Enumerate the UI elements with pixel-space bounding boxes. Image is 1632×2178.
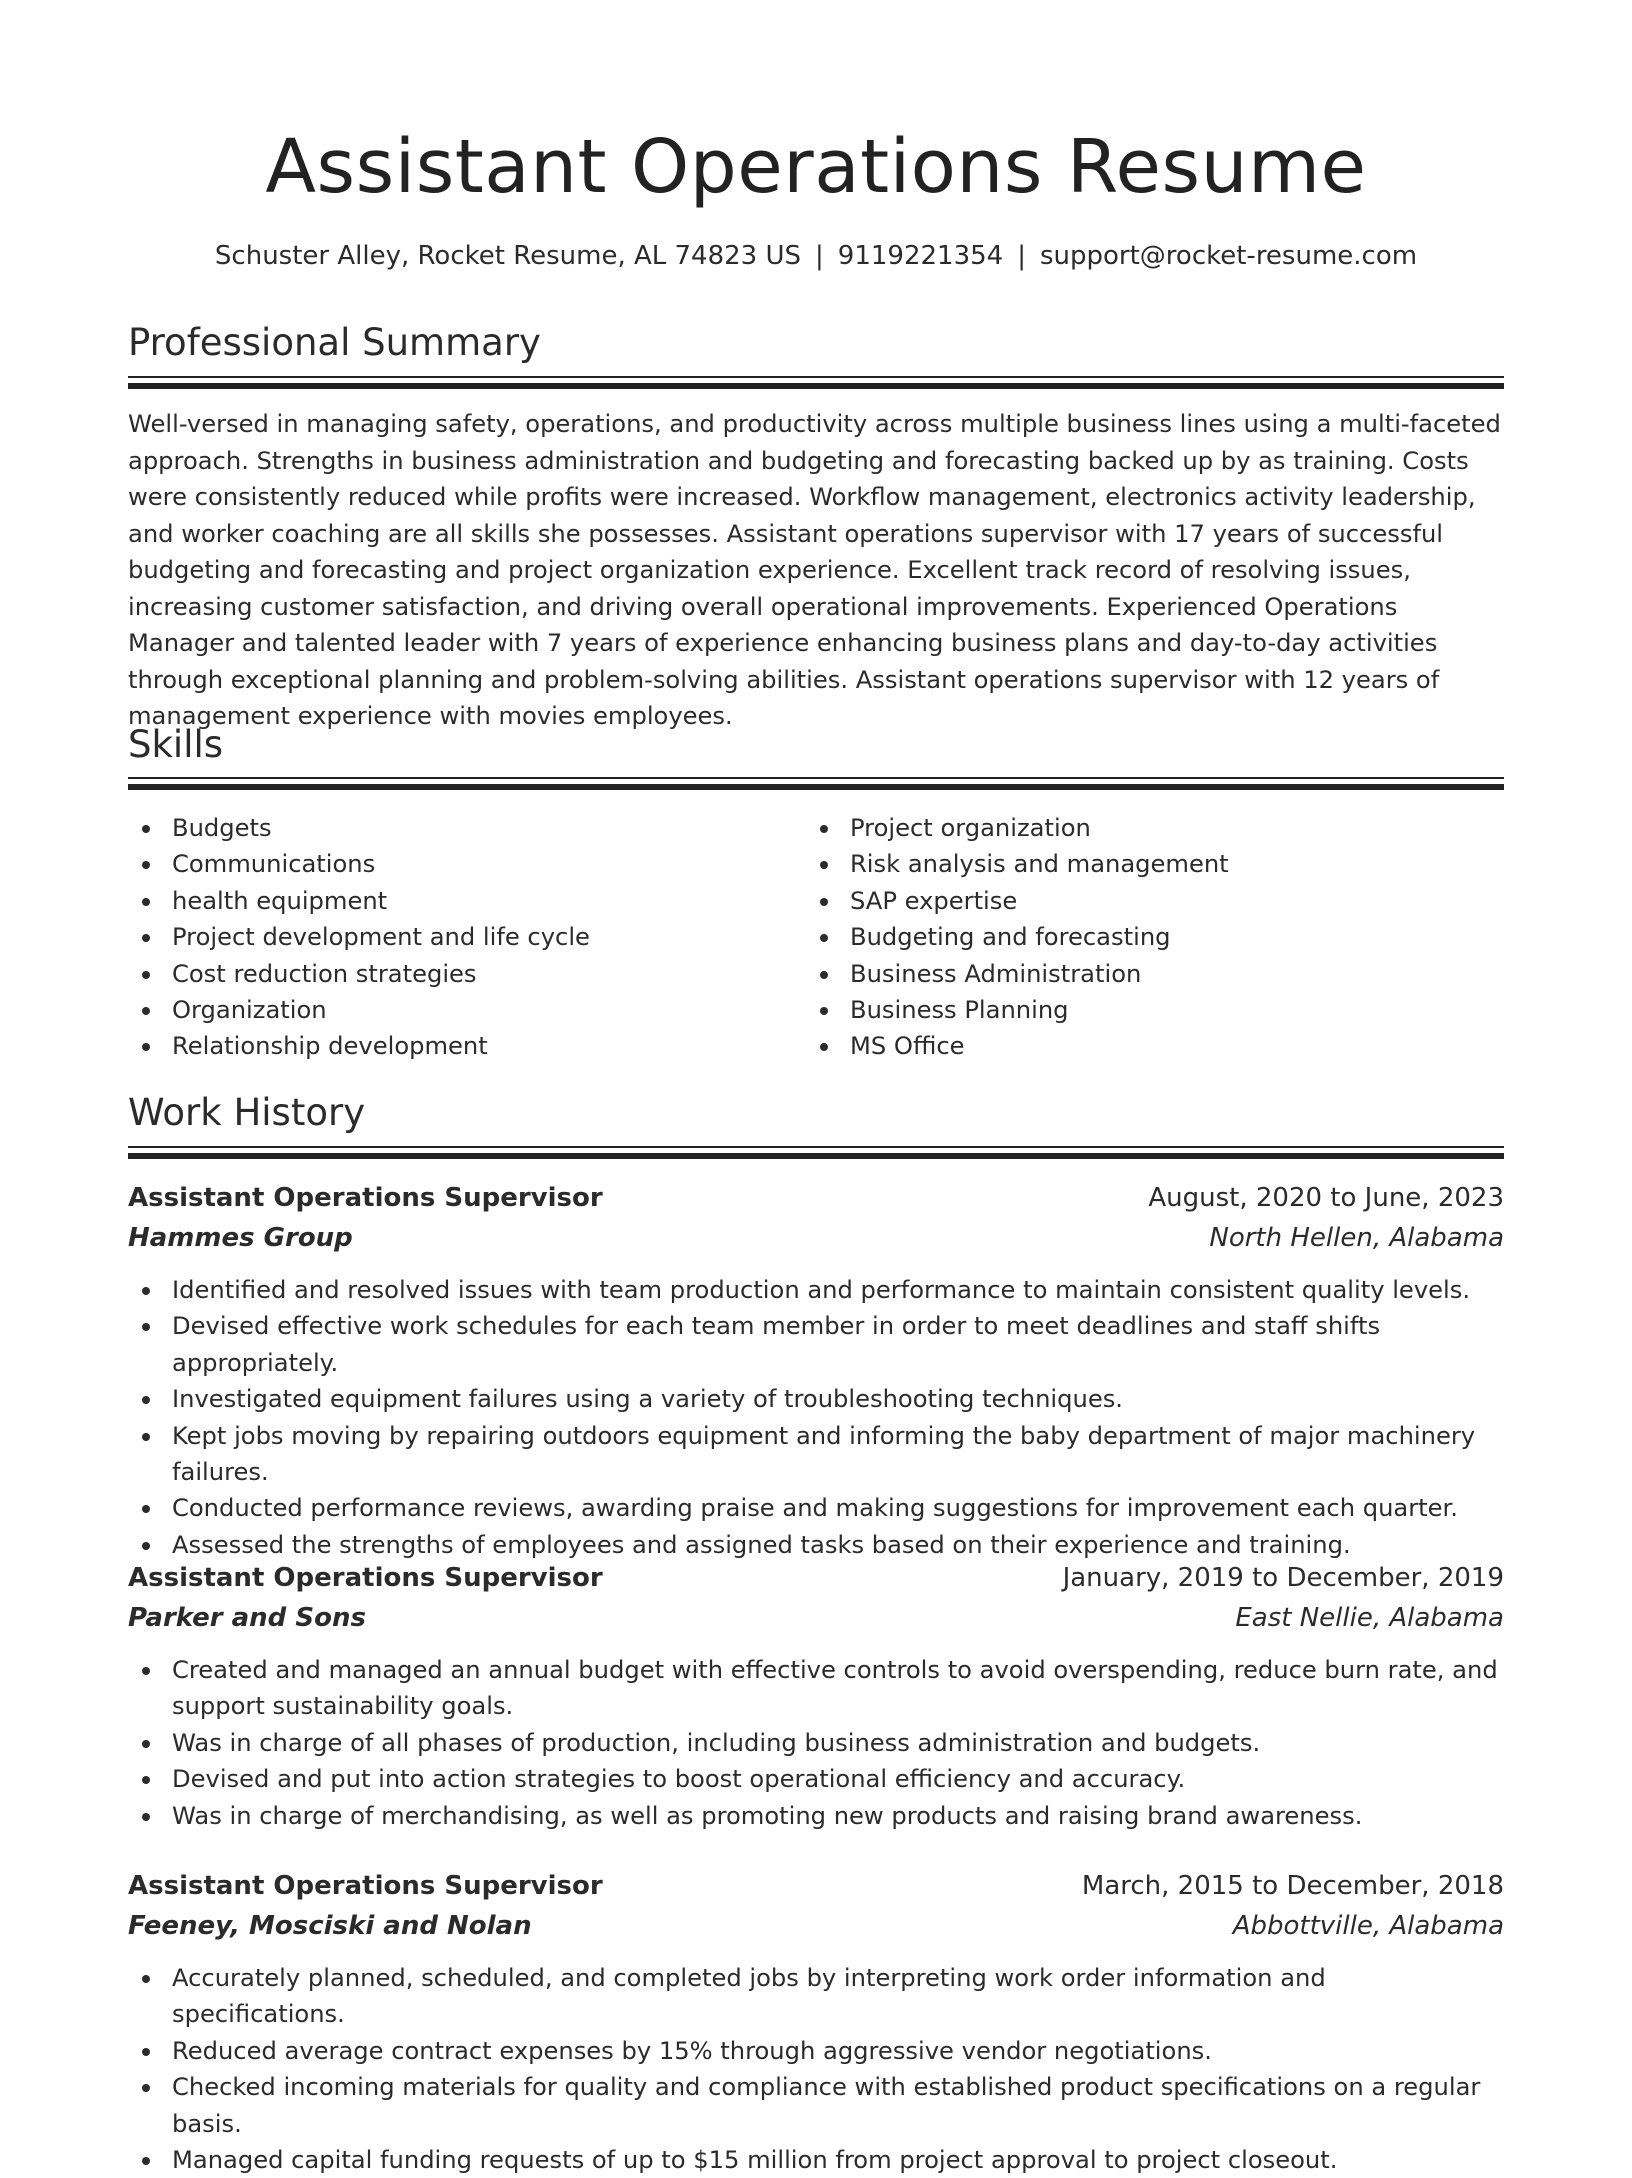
section-heading-work-history: Work History	[128, 1091, 366, 1134]
job-location: North Hellen, Alabama	[1209, 1223, 1504, 1253]
job-header-row	[128, 1868, 1504, 1908]
contact-phone: 9119221354	[837, 241, 1004, 271]
contact-line	[128, 238, 1504, 274]
job-location: East Nellie, Alabama	[1235, 1603, 1504, 1633]
summary-text: Well-versed in managing safety, operations, and productivity across multiple business lines using a multi-faceted approach. Strengths in business administration and budgeting and forecasting backed up by as training. Costs were consistently reduced while profits were increased. Workflow management, electronics activity leadership, and worker coaching are all skills she possesses. Assistant operations supervisor with 17 years of successful budgeting and forecasting and project organization experience. Excellent track record of resolving issues, increasing customer satisfaction, and driving overall operational improvements. Experienced Operations Manager and talented leader with 7 years of experience enhancing business plans and day-to-day activities through exceptional planning and problem-solving abilities. Assistant operations supervisor with 12 years of management experience with movies employees.	[128, 410, 1501, 730]
contact-address: Schuster Alley, Rocket Resume, AL 74823 US	[214, 241, 802, 271]
job-company: Hammes Group	[128, 1223, 353, 1253]
job-location: Abbottville, Alabama	[1232, 1911, 1504, 1941]
job-bullet: Devised and put into action strategies to boost operational efficiency and accuracy.	[128, 1761, 1504, 1797]
skill-item: Business Administration	[806, 956, 1446, 992]
job-title: Assistant Operations Supervisor	[128, 1563, 603, 1593]
job-header-row	[128, 1180, 1504, 1220]
skill-item: Project development and life cycle	[128, 919, 768, 955]
skill-item: Communications	[128, 846, 768, 882]
skill-item: Relationship development	[128, 1028, 768, 1064]
job-bullet: Kept jobs moving by repairing outdoors equipment and informing the baby department of major machinery failures.	[128, 1418, 1504, 1491]
job-bullets	[128, 1960, 1504, 2178]
job-company: Feeney, Mosciski and Nolan	[128, 1911, 532, 1941]
job-bullet: Reduced average contract expenses by 15% through aggressive vendor negotiations.	[128, 2033, 1504, 2069]
section-divider	[128, 376, 1504, 389]
job-title: Assistant Operations Supervisor	[128, 1183, 603, 1213]
job-entry	[128, 1180, 1504, 1563]
job-dates: March, 2015 to December, 2018	[1081, 1871, 1504, 1901]
job-company: Parker and Sons	[128, 1603, 366, 1633]
skill-item: Budgets	[128, 810, 768, 846]
job-bullet: Identified and resolved issues with team production and performance to maintain consistent quality levels.	[128, 1272, 1504, 1308]
job-bullet: Devised effective work schedules for each team member in order to meet deadlines and staff shifts appropriately.	[128, 1308, 1504, 1381]
job-company-row	[128, 1908, 1504, 1948]
job-bullet: Assessed the strengths of employees and assigned tasks based on their experience and training.	[128, 1527, 1504, 1563]
section-divider	[128, 777, 1504, 790]
section-heading-skills: Skills	[128, 723, 224, 766]
skill-item: Risk analysis and management	[806, 846, 1446, 882]
resume-title: Assistant Operations Resume	[265, 124, 1367, 210]
contact-separator: |	[1017, 241, 1026, 271]
skill-item: SAP expertise	[806, 883, 1446, 919]
job-bullet: Investigated equipment failures using a variety of troubleshooting techniques.	[128, 1381, 1504, 1417]
skill-item: Cost reduction strategies	[128, 956, 768, 992]
job-company-row	[128, 1600, 1504, 1640]
section-divider	[128, 1146, 1504, 1159]
job-bullet: Was in charge of merchandising, as well as promoting new products and raising brand awareness.	[128, 1798, 1504, 1834]
job-bullet: Created and managed an annual budget with effective controls to avoid overspending, reduce burn rate, and support sustainability goals.	[128, 1652, 1504, 1725]
contact-email: support@rocket-resume.com	[1039, 241, 1418, 271]
job-title: Assistant Operations Supervisor	[128, 1871, 603, 1901]
skill-item: health equipment	[128, 883, 768, 919]
job-entry	[128, 1868, 1504, 2178]
job-header-row	[128, 1560, 1504, 1600]
job-company-row	[128, 1220, 1504, 1260]
job-bullet: Accurately planned, scheduled, and completed jobs by interpreting work order information and specifications.	[128, 1960, 1504, 2033]
job-dates: August, 2020 to June, 2023	[1148, 1183, 1504, 1213]
skill-item: Project organization	[806, 810, 1446, 846]
skill-item: Business Planning	[806, 992, 1446, 1028]
job-dates: January, 2019 to December, 2019	[1062, 1563, 1504, 1593]
job-bullet: Conducted performance reviews, awarding praise and making suggestions for improvement each quarter.	[128, 1490, 1504, 1526]
job-bullet: Managed capital funding requests of up to $15 million from project approval to project closeout.	[128, 2142, 1504, 2178]
job-bullet: Was in charge of all phases of production, including business administration and budgets.	[128, 1725, 1504, 1761]
job-bullet: Checked incoming materials for quality and compliance with established product specifications on a regular basis.	[128, 2069, 1504, 2142]
contact-separator: |	[815, 241, 824, 271]
skills-list-right	[806, 810, 1446, 1065]
skills-list-left	[128, 810, 768, 1065]
job-entry	[128, 1560, 1504, 1834]
skill-item: Budgeting and forecasting	[806, 919, 1446, 955]
section-heading-summary: Professional Summary	[128, 321, 541, 364]
skill-item: MS Office	[806, 1028, 1446, 1064]
job-bullets	[128, 1272, 1504, 1563]
skill-item: Organization	[128, 992, 768, 1028]
job-bullets	[128, 1652, 1504, 1834]
